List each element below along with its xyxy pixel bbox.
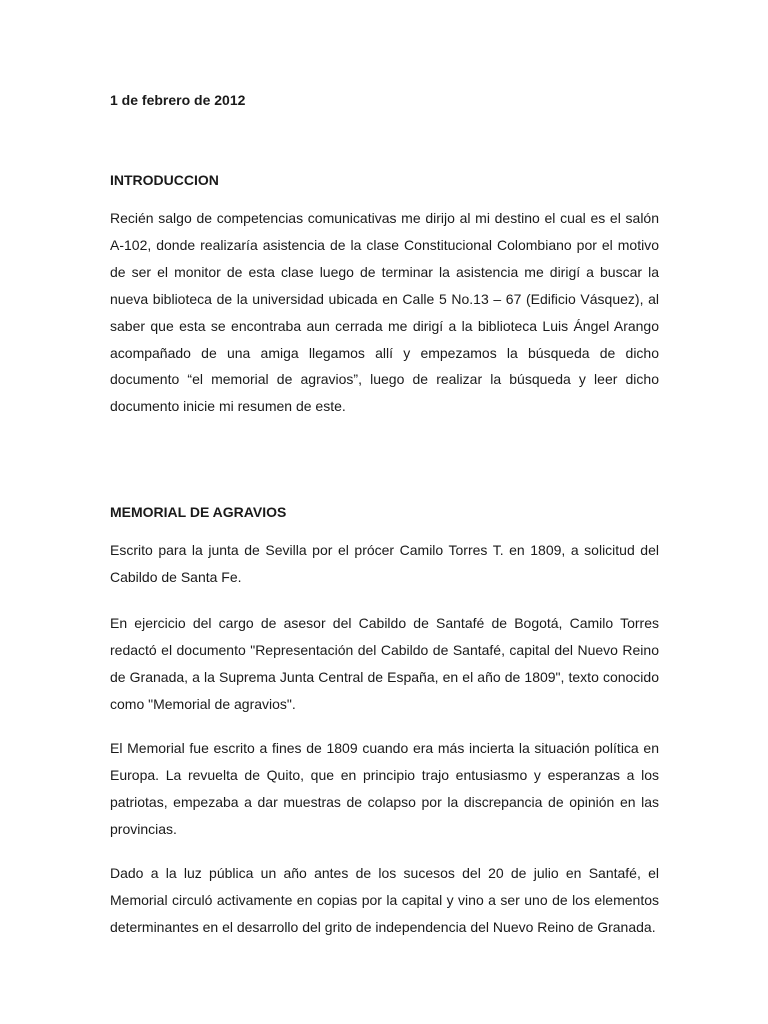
memorial-paragraph-4: Dado a la luz pública un año antes de los sucesos del 20 de julio en Santafé, el Memorial circuló activamente en copias por la capital y vino a ser uno de los elementos determinantes en el desarrollo del grito de independencia del Nuevo Reino de Granada.: [110, 865, 659, 935]
memorial-paragraph-1: Escrito para la junta de Sevilla por el prócer Camilo Torres T. en 1809, a solicitud del Cabildo de Santa Fe.: [110, 542, 659, 585]
memorial-paragraph-2: En ejercicio del cargo de asesor del Cabildo de Santafé de Bogotá, Camilo Torres redactó el documento "Representación del Cabildo de Santafé, capital del Nuevo Reino de Granada, a la Suprema Junta Central de España, en el año de 1809", texto conocido como "Memorial de agravios".: [110, 615, 659, 712]
document-date: 1 de febrero de 2012: [110, 92, 246, 108]
introduction-heading: INTRODUCCION: [110, 172, 219, 188]
memorial-paragraph-3: El Memorial fue escrito a fines de 1809 cuando era más incierta la situación política en Europa. La revuelta de Quito, que en principio trajo entusiasmo y esperanzas a los patriotas, empezaba a dar muestras de colapso por la discrepancia de opinión en las provincias.: [110, 740, 659, 837]
memorial-heading: MEMORIAL DE AGRAVIOS: [110, 504, 287, 520]
introduction-paragraph: Recién salgo de competencias comunicativas me dirijo al mi destino el cual es el salón A-102, donde realizaría asistencia de la clase Constitucional Colombiano por el motivo de ser el monitor de esta clase luego de terminar la asistencia me dirigí a buscar la nueva biblioteca de la universidad ubicada en Calle 5 No.13 – 67 (Edificio Vásquez), al saber que esta se encontraba aun cerrada me dirigí a la biblioteca Luis Ángel Arango acompañado de una amiga llegamos allí y empezamos la búsqueda de dicho documento “el memorial de agravios”, luego de realizar la búsqueda y leer dicho documento inicie mi resumen de este.: [110, 210, 659, 415]
